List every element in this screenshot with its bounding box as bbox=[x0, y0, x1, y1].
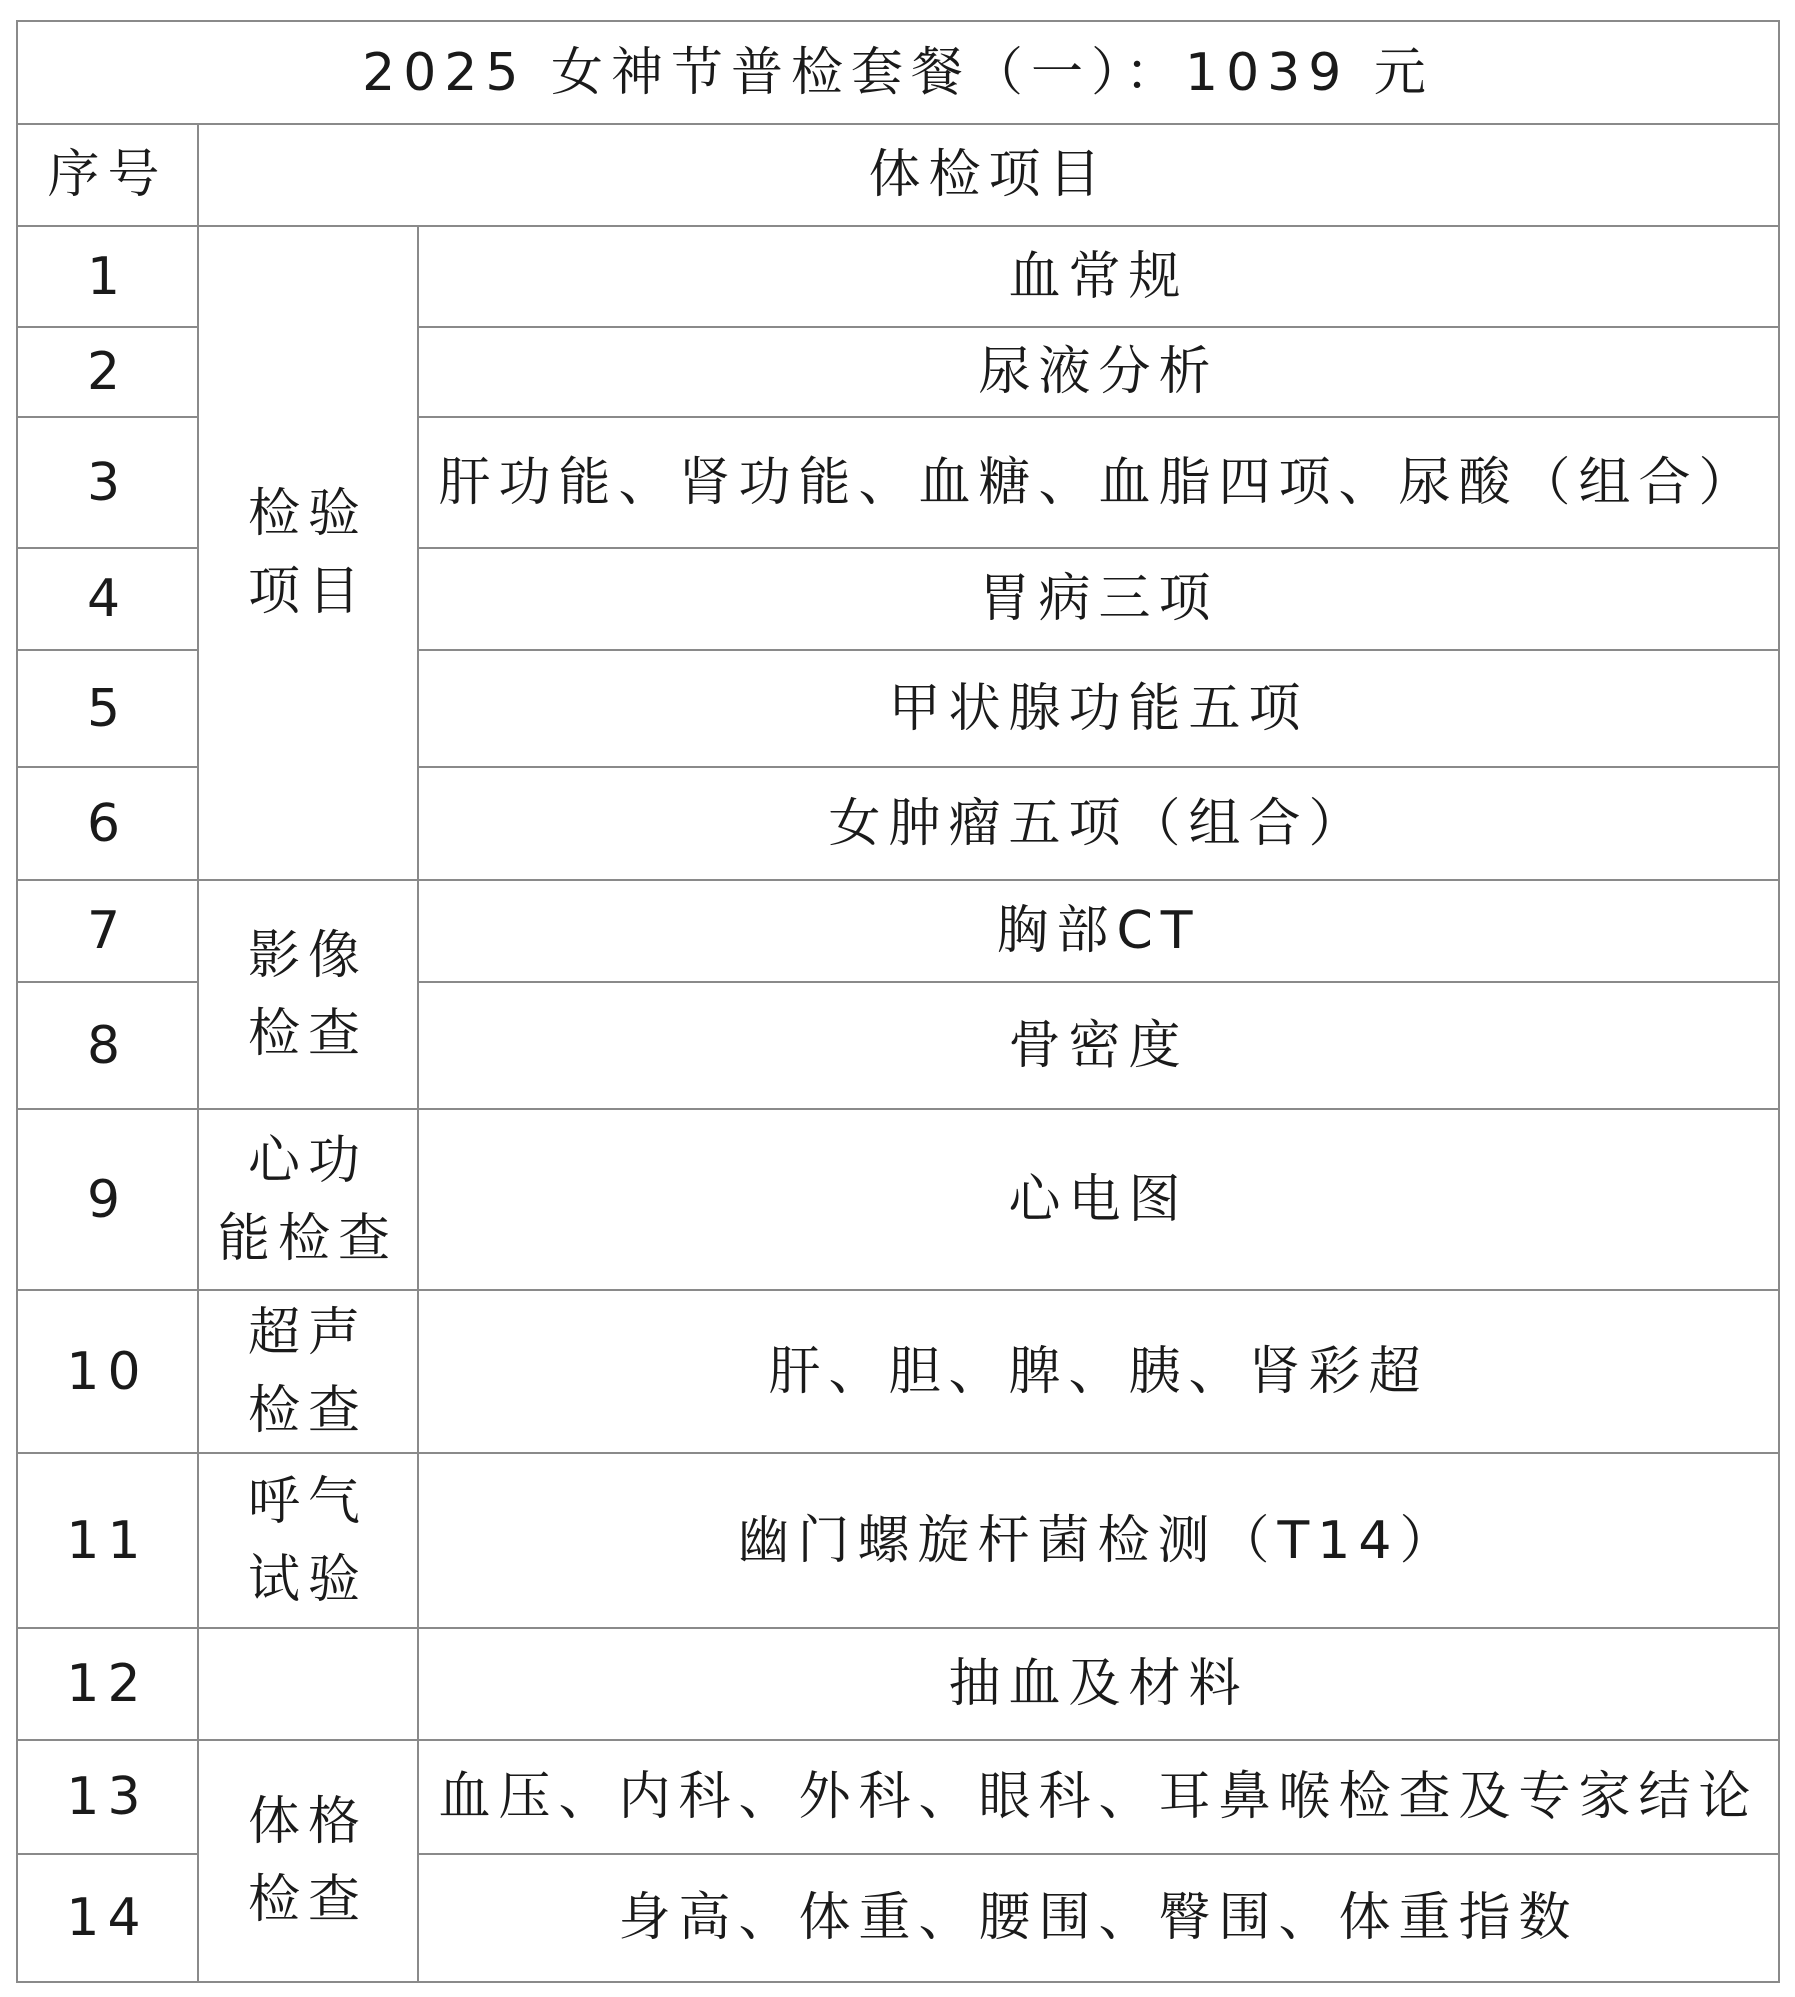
category-physical bbox=[198, 1740, 418, 1982]
category-line: 检查 bbox=[247, 1870, 368, 1930]
row-index: 13 bbox=[17, 1740, 198, 1854]
row-index: 7 bbox=[17, 880, 198, 982]
category-line: 呼气 bbox=[247, 1471, 368, 1532]
header-index: 序号 bbox=[17, 124, 198, 226]
row-index: 12 bbox=[17, 1628, 198, 1740]
category-line: 能检查 bbox=[217, 1208, 398, 1269]
category-line: 心功 bbox=[247, 1130, 368, 1191]
row-item: 甲状腺功能五项 bbox=[418, 650, 1779, 767]
header-items: 体检项目 bbox=[198, 124, 1779, 226]
row-item: 胸部CT bbox=[418, 880, 1779, 982]
row-index: 5 bbox=[17, 650, 198, 767]
category-line: 检查 bbox=[247, 1003, 368, 1064]
category-line: 体格 bbox=[247, 1792, 368, 1852]
category-imaging bbox=[198, 880, 418, 1109]
category-line: 试验 bbox=[247, 1549, 368, 1610]
row-index: 8 bbox=[17, 982, 198, 1109]
category-line: 项目 bbox=[247, 562, 368, 622]
row-item: 血压、内科、外科、眼科、耳鼻喉检查及专家结论 bbox=[418, 1740, 1779, 1854]
row-item: 身高、体重、腰围、臀围、体重指数 bbox=[418, 1854, 1779, 1982]
row-item: 肝、胆、脾、胰、肾彩超 bbox=[418, 1290, 1779, 1453]
row-item: 肝功能、肾功能、血糖、血脂四项、尿酸（组合） bbox=[418, 417, 1779, 548]
category-line: 超声 bbox=[247, 1302, 368, 1363]
row-index: 3 bbox=[17, 417, 198, 548]
row-index: 11 bbox=[17, 1453, 198, 1628]
row-item: 血常规 bbox=[418, 226, 1779, 327]
row-item: 尿液分析 bbox=[418, 327, 1779, 417]
row-index: 4 bbox=[17, 548, 198, 650]
category-breath-test bbox=[198, 1453, 418, 1628]
package-table bbox=[16, 20, 1780, 1983]
category-line: 影像 bbox=[247, 925, 368, 986]
category-ultrasound bbox=[198, 1290, 418, 1453]
row-index: 2 bbox=[17, 327, 198, 417]
row-index: 9 bbox=[17, 1109, 198, 1290]
row-index: 1 bbox=[17, 226, 198, 327]
row-index: 14 bbox=[17, 1854, 198, 1982]
row-index: 10 bbox=[17, 1290, 198, 1453]
category-empty bbox=[198, 1628, 418, 1740]
row-item: 女肿瘤五项（组合） bbox=[418, 767, 1779, 880]
row-item: 幽门螺旋杆菌检测（T14） bbox=[418, 1453, 1779, 1628]
category-line: 检验 bbox=[247, 484, 368, 544]
category-cardiac bbox=[198, 1109, 418, 1290]
category-line: 检查 bbox=[247, 1380, 368, 1441]
row-index: 6 bbox=[17, 767, 198, 880]
category-lab-tests bbox=[198, 226, 418, 880]
row-item: 心电图 bbox=[418, 1109, 1779, 1290]
row-item: 骨密度 bbox=[418, 982, 1779, 1109]
package-title: 2025 女神节普检套餐（一）：1039 元 bbox=[17, 21, 1779, 124]
row-item: 抽血及材料 bbox=[418, 1628, 1779, 1740]
row-item: 胃病三项 bbox=[418, 548, 1779, 650]
